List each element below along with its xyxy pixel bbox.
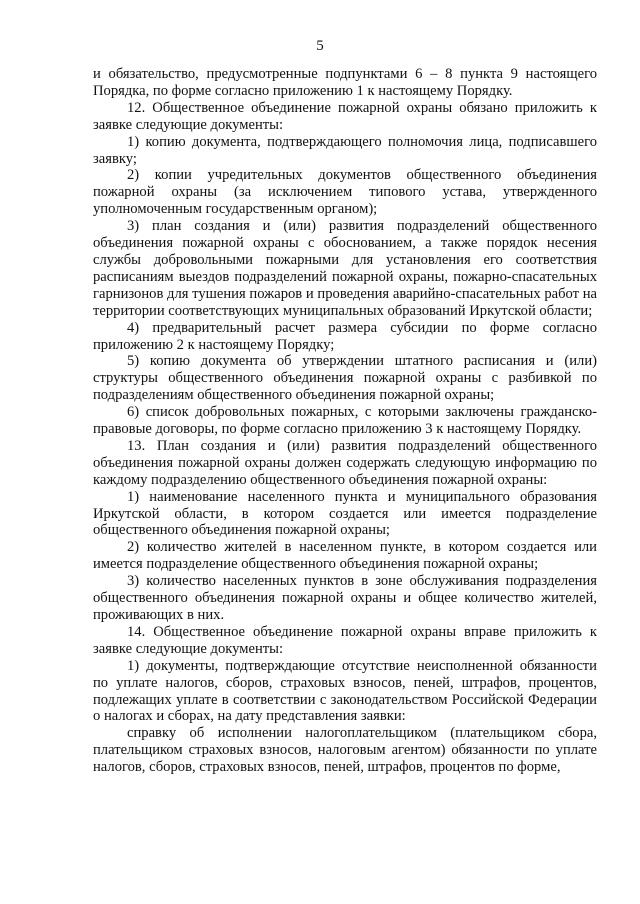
paragraph-12-item-2: 2) копии учредительных документов общественного объединения пожарной охраны (за исключением типового устава, утвержденного уполномоченным государственным органом); bbox=[93, 167, 597, 218]
document-body bbox=[93, 66, 597, 776]
paragraph-13: 13. План создания и (или) развития подразделений общественного объединения пожарной охраны должен содержать следующую информацию по каждому подразделению общественного объединения пожарной охраны: bbox=[93, 437, 597, 488]
page-number: 5 bbox=[316, 38, 324, 54]
paragraph-13-item-1: 1) наименование населенного пункта и муниципального образования Иркутской области, в котором создается или имеется подразделение общественного объединения пожарной охраны; bbox=[93, 488, 597, 539]
paragraph-13-item-2: 2) количество жителей в населенном пункте, в котором создается или имеется подразделение общественного объединения пожарной охраны; bbox=[93, 539, 597, 573]
paragraph-12-item-5: 5) копию документа об утверждении штатного расписания и (или) структуры общественного объединения пожарной охраны с разбивкой по подразделениям общественного объединения пожарной охраны; bbox=[93, 353, 597, 404]
paragraph-12-item-1: 1) копию документа, подтверждающего полномочия лица, подписавшего заявку; bbox=[93, 133, 597, 167]
paragraph-12: 12. Общественное объединение пожарной охраны обязано приложить к заявке следующие документы: bbox=[93, 99, 597, 133]
paragraph-12-item-3: 3) план создания и (или) развития подразделений общественного объединения пожарной охраны с обоснованием, а также порядок несения службы добровольными пожарными для установления его соответствия расписаниям выездов подразделений пожарной охраны, пожарно-спасательных гарнизонов для тушения пожаров и проведения аварийно-спасательных работ на территории соответствующих муниципальных образований Иркутской области; bbox=[93, 218, 597, 319]
paragraph-14-item-1: 1) документы, подтверждающие отсутствие неисполненной обязанности по уплате налогов, сборов, страховых взносов, пеней, штрафов, процентов, подлежащих уплате в соответствии с законодательством Российской Федерации о налогах и сборах, на дату представления заявки: bbox=[93, 657, 597, 725]
paragraph-13-item-3: 3) количество населенных пунктов в зоне обслуживания подразделения общественного объединения пожарной охраны и общее количество жителей, проживающих в них. bbox=[93, 573, 597, 623]
paragraph-14: 14. Общественное объединение пожарной охраны вправе приложить к заявке следующие документы: bbox=[93, 623, 597, 657]
paragraph-12-item-6: 6) список добровольных пожарных, с которыми заключены гражданско-правовые договоры, по форме согласно приложению 3 к настоящему Порядку. bbox=[93, 404, 597, 438]
paragraph-12-item-4: 4) предварительный расчет размера субсидии по форме согласно приложению 2 к настоящему Порядку; bbox=[93, 319, 597, 353]
paragraph-14-item-1-sub: справку об исполнении налогоплательщиком (плательщиком сбора, плательщиком страховых взносов, налоговым агентом) обязанности по уплате налогов, сборов, страховых взносов, пеней, штрафов, процентов по форме, bbox=[93, 725, 597, 776]
paragraph-continuation: и обязательство, предусмотренные подпунктами 6 – 8 пункта 9 настоящего Порядка, по форме согласно приложению 1 к настоящему Порядку. bbox=[93, 66, 597, 99]
